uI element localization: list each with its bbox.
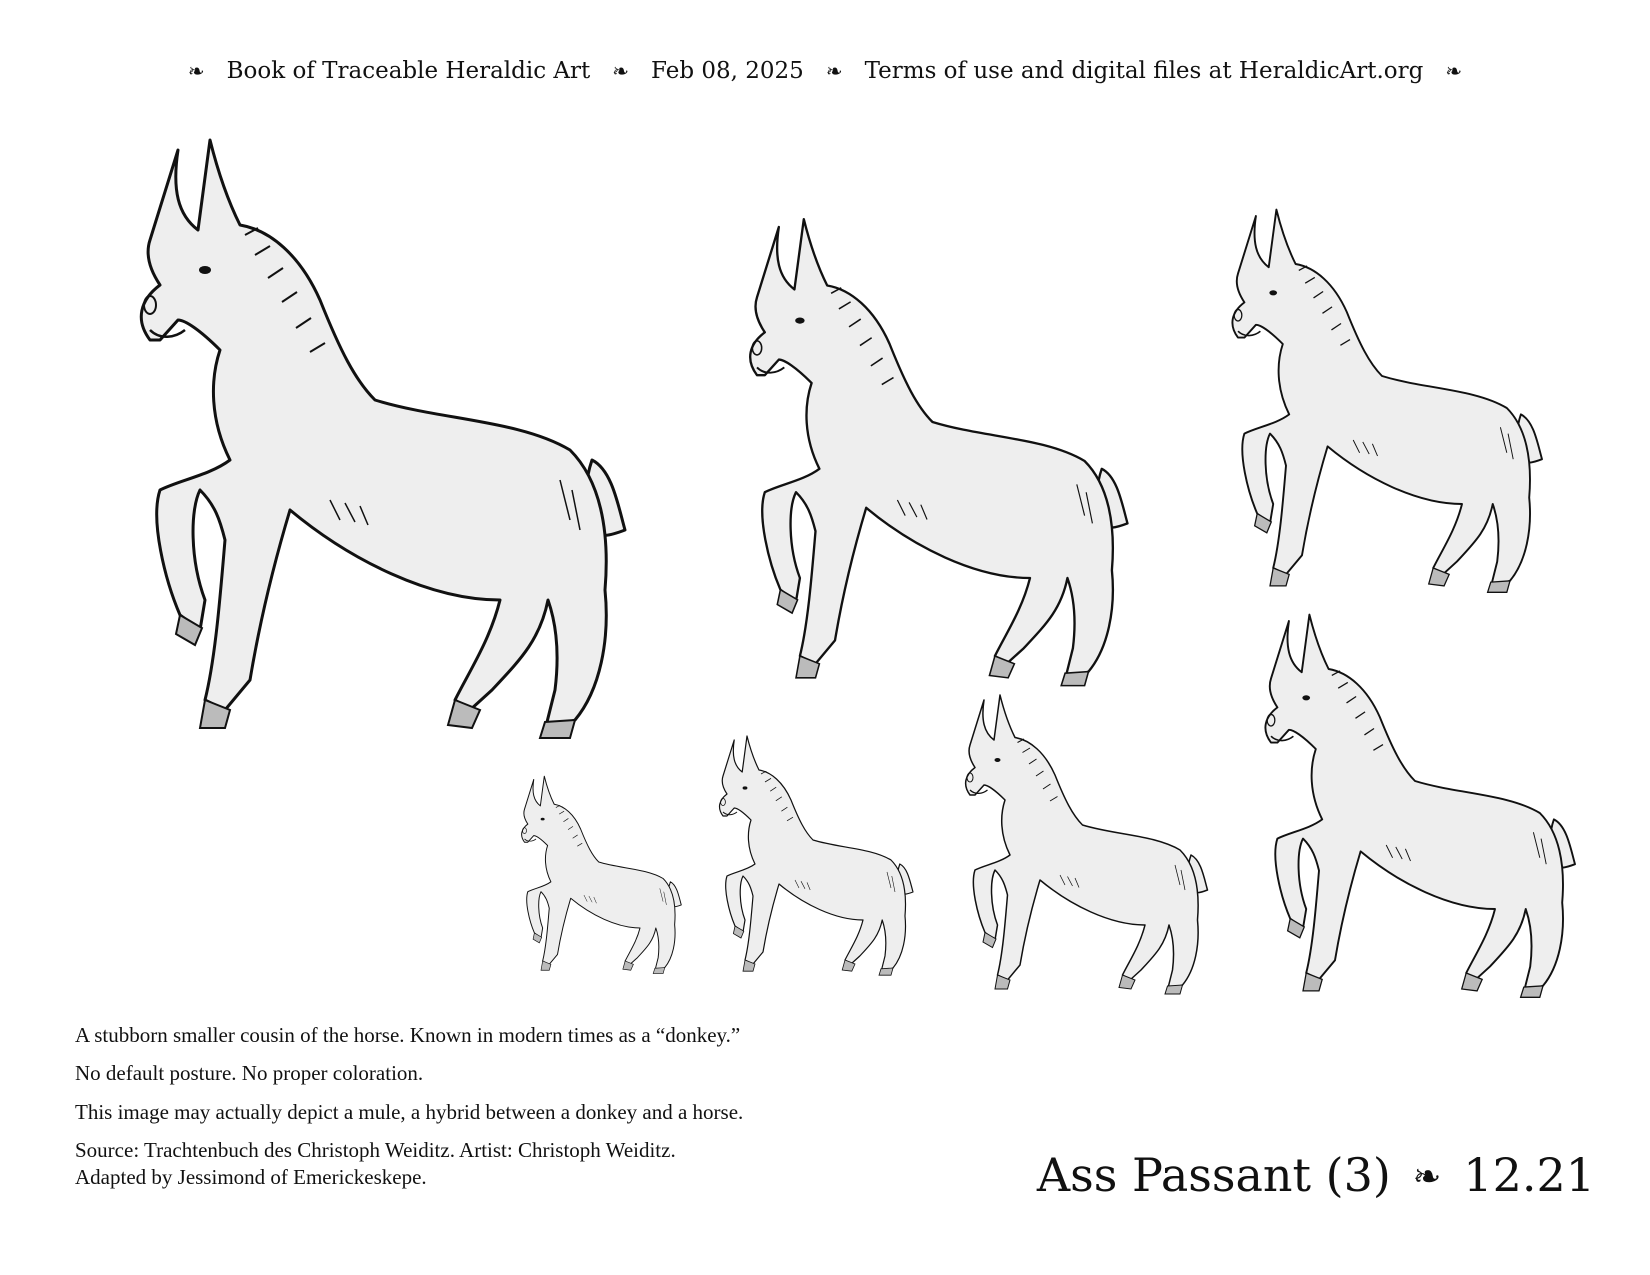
fleuron-icon: ❧ (1445, 59, 1463, 83)
donkey-figure-small-2 (720, 736, 913, 975)
adapted-line: Adapted by Jessimond of Emerickeskepe. (75, 1165, 427, 1190)
description-line: No default posture. No proper coloration. (75, 1061, 424, 1086)
plate-number: 12.21 (1463, 1148, 1595, 1202)
book-title: Book of Traceable Heraldic Art (226, 58, 591, 84)
plate-title (1037, 1148, 1595, 1202)
plate-name: Ass Passant (3) (1036, 1148, 1391, 1202)
description-line: This image may actually depict a mule, a hybrid between a donkey and a horse. (75, 1099, 744, 1124)
donkey-figure-large (141, 140, 625, 738)
fleuron-icon: ❧ (187, 59, 205, 83)
description-block (75, 1022, 955, 1191)
donkey-figure-small-1 (522, 776, 682, 973)
description-line: A stubborn smaller cousin of the horse. Known in modern times as a “donkey.” (75, 1023, 741, 1047)
donkey-figure-small-3 (966, 695, 1208, 994)
donkey-figure-lower-right (1265, 615, 1575, 998)
source-credit (75, 1137, 955, 1192)
fleuron-icon: ❧ (1412, 1157, 1442, 1197)
fleuron-icon: ❧ (825, 59, 843, 83)
donkey-figure-upper-right (1232, 210, 1542, 593)
fleuron-icon: ❧ (612, 59, 630, 83)
header-date: Feb 08, 2025 (651, 58, 804, 84)
terms-text: Terms of use and digital files at HeraldicArt.org (864, 58, 1424, 84)
donkey-figure-medium (750, 219, 1127, 685)
source-line: Source: Trachtenbuch des Christoph Weiditz. Artist: Christoph Weiditz. (75, 1137, 676, 1162)
